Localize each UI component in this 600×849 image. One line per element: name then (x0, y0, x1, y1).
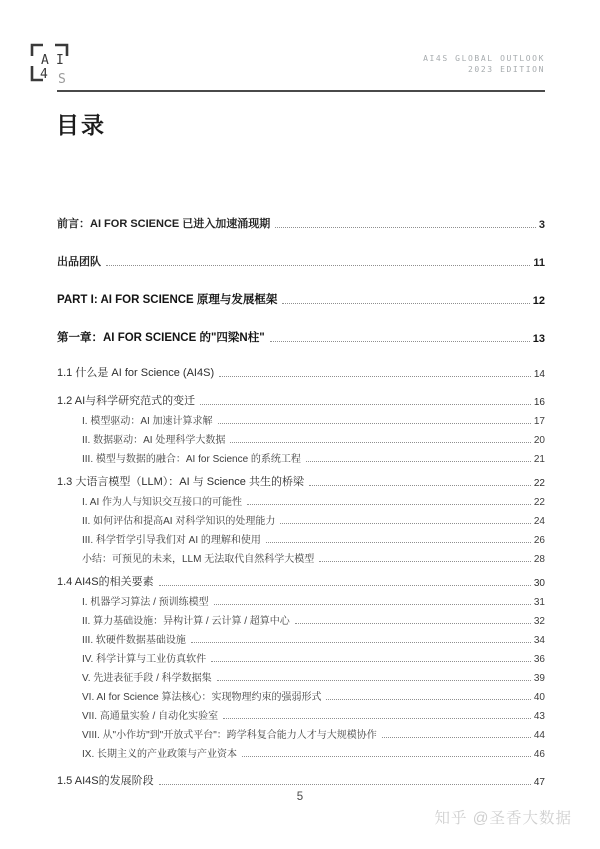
toc-entry-label: 出品团队 (57, 256, 101, 268)
toc-dot-leader (306, 461, 531, 462)
toc-entry[interactable] (57, 446, 545, 465)
toc-dot-leader (230, 442, 531, 443)
toc-entry-label: III. 模型与数据的融合：AI for Science 的系统工程 (82, 454, 301, 465)
toc-entry-label: VII. 高通量实验 / 自动化实验室 (82, 711, 219, 722)
header-edition-line2: 2023 EDITION (468, 65, 545, 74)
toc-entry[interactable] (57, 508, 545, 527)
toc-entry-label: 1.3 大语言模型（LLM）：AI 与 Science 共生的桥梁 (57, 476, 304, 488)
toc-dot-leader (282, 303, 529, 304)
toc-entry-label: 第一章：AI FOR SCIENCE 的"四梁N柱" (57, 332, 265, 344)
toc-entry[interactable] (57, 326, 545, 345)
toc-entry-label: 1.5 AI4S的发展阶段 (57, 775, 154, 787)
toc-dot-leader (217, 680, 531, 681)
toc-entry[interactable] (57, 389, 545, 408)
toc-entry-label: I. 机器学习算法 / 预训练模型 (82, 597, 209, 608)
header-divider (57, 90, 545, 92)
toc-dot-leader (106, 265, 530, 266)
toc-entry-label: IX. 长期主义的产业政策与产业资本 (82, 749, 238, 760)
toc-dot-leader (266, 542, 531, 543)
toc-entry-page: 36 (533, 654, 545, 665)
toc-entry-label: II. 如何评估和提高AI 对科学知识的处理能力 (82, 516, 276, 527)
toc-entry-label: I. AI 作为人与知识交互接口的可能性 (82, 497, 243, 508)
toc-dot-leader (242, 756, 531, 757)
page-number: 5 (296, 791, 304, 803)
toc-entry-page: 31 (533, 597, 545, 608)
toc-entry-page: 16 (533, 397, 545, 408)
toc-entry-page: 43 (533, 711, 545, 722)
toc-entry-page: 44 (533, 730, 545, 741)
toc-entry-page: 24 (533, 516, 545, 527)
logo-letter-4: 4 (40, 67, 48, 82)
toc-entry-page: 13 (532, 333, 545, 345)
toc-dot-leader (191, 642, 531, 643)
page-title: 目录 (56, 112, 106, 138)
toc-entry[interactable] (57, 546, 545, 565)
toc-dot-leader (295, 623, 531, 624)
toc-dot-leader (270, 341, 530, 342)
toc-entry-label: 1.4 AI4S的相关要素 (57, 576, 154, 588)
toc-entry[interactable] (57, 527, 545, 546)
toc-entry-label: III. 科学哲学引导我们对 AI 的理解和使用 (82, 535, 261, 546)
toc-entry-label: 1.1 什么是 AI for Science (AI4S) (57, 367, 215, 379)
toc-dot-leader (275, 227, 536, 228)
toc-entry-label: III. 软硬件数据基础设施 (82, 635, 186, 646)
toc-entry-page: 46 (533, 749, 545, 760)
toc-dot-leader (247, 504, 531, 505)
toc-entry-label: 小结：可预见的未来，LLM 无法取代自然科学大模型 (82, 554, 315, 565)
toc-entry[interactable] (57, 684, 545, 703)
toc-entry-label: 1.2 AI与科学研究范式的变迁 (57, 395, 196, 407)
toc-dot-leader (211, 661, 531, 662)
toc-entry[interactable] (57, 703, 545, 722)
toc-dot-leader (309, 485, 531, 486)
toc-entry[interactable] (57, 408, 545, 427)
logo-letter-i: I (56, 53, 64, 68)
toc-entry[interactable] (57, 608, 545, 627)
toc-dot-leader (214, 604, 531, 605)
toc-dot-leader (219, 376, 531, 377)
toc-entry[interactable] (57, 212, 545, 231)
toc-entry[interactable] (57, 769, 545, 788)
toc-entry-page: 28 (533, 554, 545, 565)
toc-dot-leader (200, 404, 531, 405)
toc-entry[interactable] (57, 489, 545, 508)
toc-entry[interactable] (57, 627, 545, 646)
watermark-text: 知乎 @圣香大数据 (434, 810, 572, 827)
toc-entry[interactable] (57, 570, 545, 589)
logo-letter-a: A (41, 53, 49, 68)
toc-entry-page: 22 (533, 478, 545, 489)
toc-dot-leader (382, 737, 531, 738)
toc-entry[interactable] (57, 741, 545, 760)
toc-dot-leader (319, 561, 531, 562)
toc-dot-leader (280, 523, 531, 524)
toc-entry-page: 12 (532, 295, 545, 307)
toc-entry-label: II. 算力基础设施：异构计算 / 云计算 / 超算中心 (82, 616, 290, 627)
toc-entry[interactable] (57, 250, 545, 269)
logo-letter-s: S (58, 72, 66, 87)
toc-entry-page: 30 (533, 578, 545, 589)
toc-entry[interactable] (57, 361, 545, 380)
toc-entry-label: IV. 科学计算与工业仿真软件 (82, 654, 207, 665)
toc-entry-page: 39 (533, 673, 545, 684)
toc-entry-page: 34 (533, 635, 545, 646)
toc-entry-page: 17 (533, 416, 545, 427)
toc-entry-page: 32 (533, 616, 545, 627)
toc-entry-page: 14 (533, 369, 545, 380)
toc-list (57, 212, 545, 788)
toc-dot-leader (223, 718, 531, 719)
toc-entry-label: PART I: AI FOR SCIENCE 原理与发展框架 (57, 294, 278, 306)
toc-entry[interactable] (57, 646, 545, 665)
toc-entry[interactable] (57, 470, 545, 489)
toc-entry-label: 前言：AI FOR SCIENCE 已进入加速涌现期 (57, 218, 271, 230)
toc-entry-label: I. 模型驱动：AI 加速计算求解 (82, 416, 213, 427)
toc-entry-page: 20 (533, 435, 545, 446)
toc-entry[interactable] (57, 722, 545, 741)
toc-entry-page: 22 (533, 497, 545, 508)
toc-dot-leader (218, 423, 531, 424)
toc-dot-leader (326, 699, 530, 700)
toc-entry-label: V. 先进表征手段 / 科学数据集 (82, 673, 212, 684)
toc-entry-page: 40 (533, 692, 545, 703)
toc-entry-page: 3 (538, 219, 545, 231)
toc-dot-leader (159, 784, 531, 785)
toc-entry-label: II. 数据驱动：AI 处理科学大数据 (82, 435, 226, 446)
toc-entry-label: VIII. 从"小作坊"到"开放式平台"：跨学科复合能力人才与大规模协作 (82, 730, 377, 741)
toc-entry-page: 26 (533, 535, 545, 546)
toc-entry[interactable] (57, 665, 545, 684)
toc-entry-label: VI. AI for Science 算法核心：实现物理约束的强弱形式 (82, 692, 322, 703)
toc-entry[interactable] (57, 589, 545, 608)
toc-dot-leader (159, 585, 531, 586)
toc-entry[interactable] (57, 288, 545, 307)
toc-entry-page: 47 (533, 777, 545, 788)
ai4s-logo-icon (29, 42, 83, 92)
header-edition-line1: AI4S GLOBAL OUTLOOK (423, 54, 545, 63)
header-edition (423, 53, 545, 75)
toc-entry-page: 11 (533, 257, 545, 269)
toc-entry-page: 21 (533, 454, 545, 465)
toc-entry[interactable] (57, 427, 545, 446)
